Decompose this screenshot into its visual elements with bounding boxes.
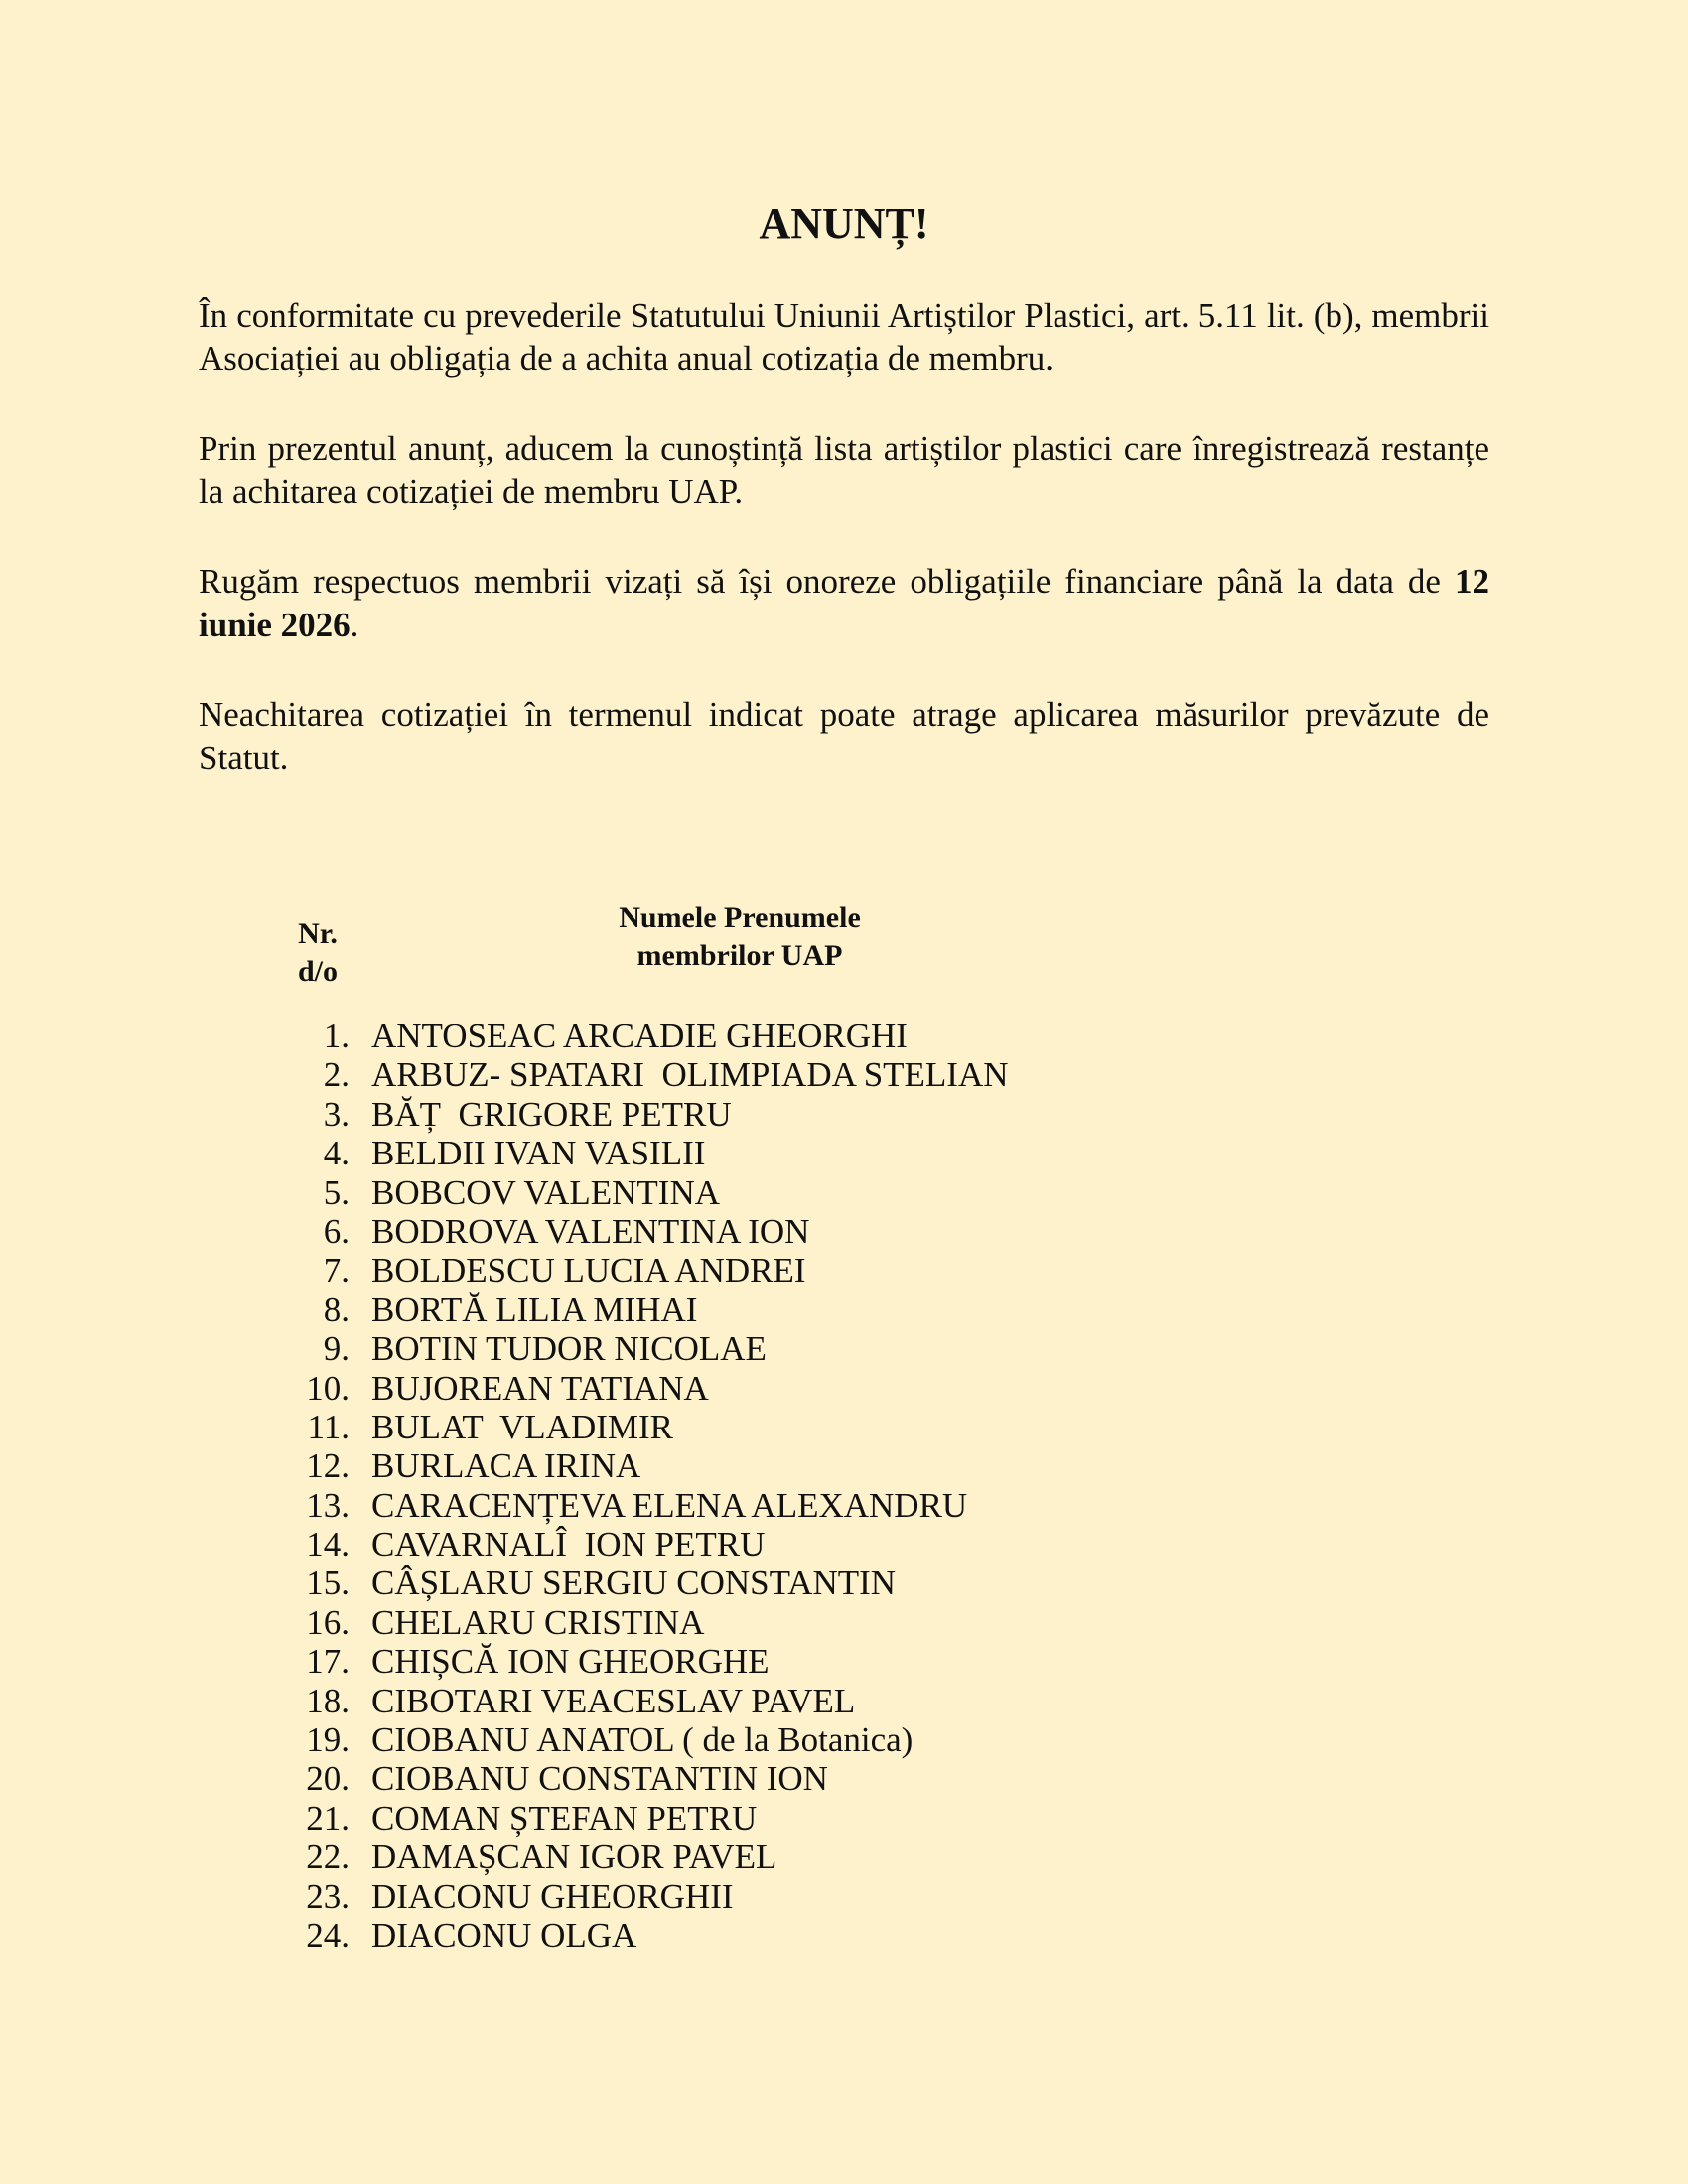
list-item — [288, 1877, 1182, 1916]
list-item — [288, 1603, 1182, 1642]
table-header-number: Nr. d/o — [297, 917, 339, 988]
table-header-name-line1: Numele Prenumele — [619, 901, 861, 934]
paragraph-deadline — [199, 560, 1489, 647]
list-item — [288, 1369, 1182, 1408]
member-number: 2. — [323, 1055, 350, 1095]
member-name: CIOBANU CONSTANTIN ION — [371, 1759, 828, 1799]
member-name: CARACENȚEVA ELENA ALEXANDRU — [371, 1485, 968, 1525]
deadline-text-before: Rugăm respectuos membrii vizați să își onoreze obligațiile financiare până la data de — [199, 562, 1455, 601]
member-number: 8. — [323, 1290, 350, 1329]
member-name: CHIȘCĂ ION GHEORGHE — [371, 1642, 770, 1682]
table-header-name-line2: membrilor UAP — [636, 939, 843, 972]
member-name: BUJOREAN TATIANA — [371, 1368, 709, 1408]
list-item — [288, 1408, 1182, 1446]
member-number: 16. — [306, 1602, 350, 1642]
paragraph-consequences: Neachitarea cotizației în termenul indicat poate atrage aplicarea măsurilor prevăzute de Statut. — [199, 695, 1489, 777]
list-item — [288, 1095, 1182, 1134]
member-number: 1. — [323, 1017, 350, 1055]
member-number: 5. — [323, 1172, 350, 1212]
list-item — [288, 1486, 1182, 1525]
member-number: 20. — [306, 1759, 350, 1799]
member-number: 24. — [306, 1915, 350, 1955]
member-number: 17. — [306, 1642, 350, 1682]
member-number: 3. — [323, 1094, 350, 1134]
member-name: ANTOSEAC ARCADIE GHEORGHI — [371, 1017, 908, 1055]
member-name: DIACONU OLGA — [371, 1915, 637, 1955]
list-item — [288, 1916, 1182, 1955]
member-name: COMAN ȘTEFAN PETRU — [371, 1798, 758, 1838]
member-number: 10. — [306, 1368, 350, 1408]
list-item — [288, 1759, 1182, 1798]
member-name: DIACONU GHEORGHII — [371, 1876, 734, 1916]
member-number: 6. — [323, 1211, 350, 1251]
member-number: 18. — [306, 1681, 350, 1720]
member-number: 13. — [306, 1485, 350, 1525]
table-header-name — [556, 899, 923, 975]
member-name: BORTĂ LILIA MIHAI — [371, 1290, 698, 1329]
member-name: CÂȘLARU SERGIU CONSTANTIN — [371, 1564, 897, 1603]
list-item — [288, 1799, 1182, 1838]
list-item — [288, 1838, 1182, 1876]
member-name: ARBUZ- SPATARI OLIMPIADA STELIAN — [371, 1055, 1009, 1095]
member-number: 11. — [307, 1407, 350, 1446]
list-item — [288, 1642, 1182, 1681]
list-item — [288, 1134, 1182, 1172]
list-item — [288, 1525, 1182, 1564]
member-name: CIOBANU ANATOL ( de la Botanica) — [371, 1720, 914, 1760]
member-name: CHELARU CRISTINA — [371, 1602, 705, 1642]
list-item — [288, 1017, 1182, 1055]
member-name: BELDII IVAN VASILII — [371, 1134, 706, 1173]
member-name: BOLDESCU LUCIA ANDREI — [371, 1251, 806, 1291]
list-item — [288, 1173, 1182, 1212]
member-name: BODROVA VALENTINA ION — [371, 1211, 810, 1251]
list-item — [288, 1251, 1182, 1290]
list-item — [288, 1329, 1182, 1368]
members-list — [288, 1017, 1182, 1955]
member-number: 4. — [323, 1134, 350, 1173]
list-item — [288, 1055, 1182, 1094]
list-item — [288, 1720, 1182, 1759]
member-number: 9. — [323, 1329, 350, 1369]
list-item — [288, 1682, 1182, 1720]
member-number: 7. — [323, 1251, 350, 1291]
member-name: CAVARNALÎ ION PETRU — [371, 1525, 766, 1565]
list-item — [288, 1291, 1182, 1329]
page-title: ANUNȚ! — [759, 200, 929, 248]
member-name: CIBOTARI VEACESLAV PAVEL — [371, 1681, 856, 1720]
member-name: BURLACA IRINA — [371, 1446, 641, 1486]
member-name: BOBCOV VALENTINA — [371, 1172, 721, 1212]
deadline-date: 12 iunie 2026 — [199, 562, 1489, 644]
member-number: 15. — [306, 1564, 350, 1603]
member-number: 21. — [306, 1798, 350, 1838]
list-item — [288, 1446, 1182, 1485]
paragraph-announcement: Prin prezentul anunț, aducem la cunoștință lista artiștilor plastici care înregistrează restanțe la achitarea cotizației de membru UAP. — [199, 429, 1489, 511]
member-name: BULAT VLADIMIR — [371, 1407, 673, 1446]
list-item — [288, 1212, 1182, 1251]
member-number: 12. — [306, 1446, 350, 1486]
member-name: BOTIN TUDOR NICOLAE — [371, 1329, 767, 1369]
paragraph-statute: În conformitate cu prevederile Statutului Uniunii Artiștilor Plastici, art. 5.11 lit. (b), membrii Asociației au obligația de a achita anual cotizația de membru. — [199, 296, 1489, 378]
member-number: 14. — [306, 1525, 350, 1565]
member-number: 23. — [306, 1876, 350, 1916]
member-name: DAMAȘCAN IGOR PAVEL — [371, 1838, 777, 1877]
deadline-text-after: . — [350, 606, 359, 644]
member-name: BĂȚ GRIGORE PETRU — [371, 1094, 732, 1134]
list-item — [288, 1564, 1182, 1602]
member-number: 22. — [306, 1838, 350, 1877]
member-number: 19. — [306, 1720, 350, 1760]
